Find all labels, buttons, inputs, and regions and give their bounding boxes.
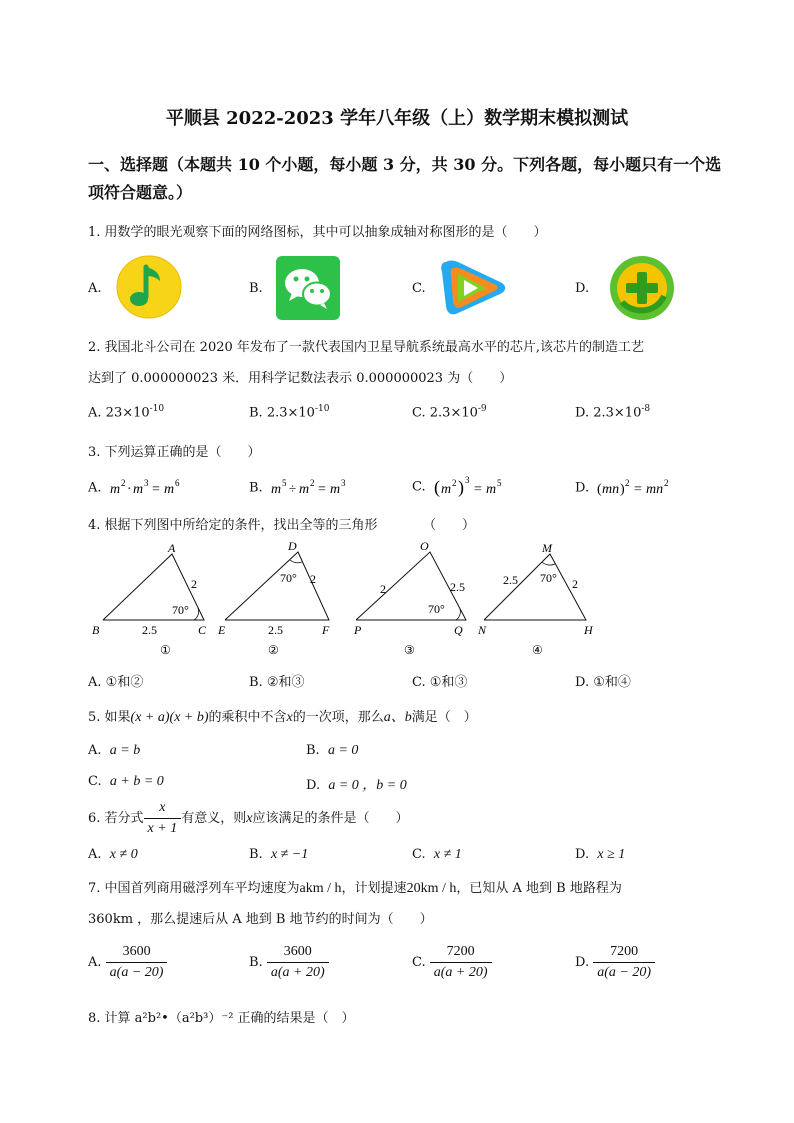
vertex-label: P <box>354 623 362 637</box>
q2-option-c[interactable] <box>412 404 487 420</box>
q6-var-x: x <box>246 811 253 826</box>
formula-m2-times-m3 <box>106 478 196 498</box>
option-label: A. <box>88 743 102 758</box>
q6-option-b[interactable] <box>249 847 308 863</box>
option-label: C. <box>88 774 102 789</box>
q4-option-d[interactable] <box>575 671 631 690</box>
triangle-number: ① <box>160 643 171 657</box>
option-label: D. <box>306 778 321 793</box>
option-base: 2.3×10 <box>429 405 478 421</box>
q5-prefix: 5. 如果 <box>88 710 131 725</box>
question-6-text <box>88 800 408 837</box>
question-2-line1: 2. 我国北斗公司在 2020 年发布了一款代表国内卫星导航系统最高水平的芯片,该芯片的制造工艺 <box>88 340 645 355</box>
vertex-label: E <box>218 623 226 637</box>
triangle-number: ② <box>268 643 279 657</box>
q5-vars-ab: a、b <box>383 710 412 725</box>
option-text: x ≠ 1 <box>433 847 462 862</box>
option-base: 23×10 <box>105 405 150 421</box>
formula-m2-cubed <box>430 474 520 500</box>
q5-option-a[interactable] <box>88 743 140 759</box>
svg-text:=: = <box>473 482 482 497</box>
q6-option-a[interactable] <box>88 847 138 863</box>
svg-text:3: 3 <box>340 478 346 488</box>
question-2-line2: 达到了 0.000000023 米．用科学记数法表示 0.000000023 为（ ） <box>88 371 513 386</box>
question-5-text <box>88 706 477 726</box>
svg-text:(: ( <box>597 482 602 497</box>
option-label: B. <box>306 743 320 758</box>
q7-line1b: ，计划提速 <box>341 881 407 896</box>
svg-text:m: m <box>440 482 451 497</box>
option-label: D. <box>575 847 590 862</box>
question-8-text: 8. 计算 a²b²•（a²b³）⁻² 正确的结果是（ ） <box>88 1011 355 1026</box>
option-text: a = b <box>109 743 141 758</box>
option-label: D. <box>575 405 590 421</box>
q7-option-d[interactable] <box>575 944 655 981</box>
svg-text:m: m <box>485 482 496 497</box>
option-label: C. <box>412 847 426 862</box>
side-label: 2.5 <box>268 623 283 637</box>
q6-suffix: 有意义，则 <box>181 811 247 826</box>
option-label: B. <box>249 675 263 690</box>
wechat-icon <box>276 256 340 320</box>
svg-text:m: m <box>109 482 120 497</box>
q7-speed2: 20km / h <box>406 881 457 896</box>
svg-text:2: 2 <box>451 478 457 488</box>
vertex-label: C <box>198 623 207 637</box>
question-7-line1 <box>88 877 622 897</box>
triangle-1 <box>92 541 207 657</box>
option-text: ①和④ <box>593 675 631 690</box>
svg-text:=: = <box>634 482 643 497</box>
option-base: 2.3×10 <box>266 405 315 421</box>
vertex-label: A <box>168 541 176 555</box>
triangle-number: ④ <box>532 643 543 657</box>
vertex-label: N <box>478 623 487 637</box>
option-label: B. <box>249 955 263 970</box>
section-header-line1: 一、选择题（本题共 10 个小题，每小题 3 分，共 30 分。下列各题，每小题只有一个选 <box>88 155 722 174</box>
option-label: D. <box>575 675 590 690</box>
q3-option-d[interactable] <box>575 478 693 498</box>
svg-text:mn: mn <box>602 482 620 497</box>
side-label: 2 <box>380 582 386 596</box>
option-label: B. <box>249 405 263 421</box>
svg-text:÷: ÷ <box>288 481 296 496</box>
svg-text:(: ( <box>433 477 440 497</box>
option-text: a + b = 0 <box>109 774 164 789</box>
option-exponent: -10 <box>149 404 165 414</box>
q3-option-b[interactable] <box>249 478 363 498</box>
option-label: B. <box>249 847 263 862</box>
q1-option-c-label[interactable]: C. <box>412 281 426 296</box>
option-fraction: $\frac{7200}{a(a + 20)}$ <box>430 944 492 981</box>
side-label: 2.5 <box>142 623 157 637</box>
q3-option-c[interactable] <box>412 474 520 500</box>
option-fraction: $\frac{3600}{a(a - 20)}$ <box>106 944 168 981</box>
svg-text:m: m <box>298 482 309 497</box>
svg-text:2: 2 <box>625 478 630 488</box>
option-text: ①和③ <box>429 675 468 690</box>
q5-expression: (x + a)(x + b) <box>130 710 209 725</box>
option-text: x ≠ −1 <box>270 847 309 862</box>
svg-text:): ) <box>457 477 464 497</box>
q4-option-a[interactable] <box>88 671 143 690</box>
q4-option-b[interactable] <box>249 671 304 690</box>
q7-option-c[interactable] <box>412 944 492 981</box>
side-label: 2 <box>310 572 316 586</box>
option-label: C. <box>412 479 426 495</box>
triangle-3 <box>353 539 466 657</box>
q6-fraction: $\frac{x}{x + 1}$ <box>144 800 182 837</box>
vertex-label: B <box>92 623 100 637</box>
svg-text:m: m <box>329 482 340 497</box>
option-text: a = 0 <box>327 743 359 758</box>
q4-option-c[interactable] <box>412 671 467 690</box>
q2-option-d[interactable] <box>575 404 650 420</box>
section-header-line2: 项符合题意。） <box>88 183 193 202</box>
triangle-4 <box>477 541 594 657</box>
option-label: D. <box>575 955 590 970</box>
option-base: 2.3×10 <box>593 405 642 421</box>
q6-option-d[interactable] <box>575 847 625 863</box>
q1-option-b-label[interactable]: B. <box>249 281 263 296</box>
q5-suffix3: 满足（ ） <box>411 710 477 725</box>
angle-label: 70° <box>540 571 557 585</box>
q7-line1c: ，已知从 A 地到 B 地路程为 <box>456 881 622 896</box>
question-1-text: 1. 用数学的眼光观察下面的网络图标，其中可以抽象成轴对称图形的是（ ） <box>88 225 547 240</box>
angle-label: 70° <box>428 602 445 616</box>
option-label: D. <box>575 480 590 496</box>
q1-option-a-label[interactable]: A. <box>88 281 102 296</box>
svg-text:5: 5 <box>281 478 287 488</box>
formula-m5-div-m2 <box>267 478 363 498</box>
q7-option-b[interactable] <box>249 944 329 981</box>
q6-option-c[interactable] <box>412 847 462 863</box>
svg-text:m: m <box>132 482 143 497</box>
svg-text:2: 2 <box>120 478 126 488</box>
q5-suffix: 的乘积中不含 <box>208 710 287 725</box>
option-text: ①和② <box>105 675 144 690</box>
q2-option-b[interactable] <box>249 404 329 420</box>
question-4-text: 4. 根据下列图中所给定的条件，找出全等的三角形 （ ） <box>88 518 476 533</box>
q5-suffix2: 的一次项，那么 <box>292 710 384 725</box>
option-exponent: -9 <box>477 404 487 414</box>
vertex-label: Q <box>454 623 463 637</box>
svg-text:=: = <box>317 482 326 497</box>
svg-text:·: · <box>126 482 132 497</box>
option-text: ②和③ <box>266 675 305 690</box>
formula-mn-squared <box>593 478 693 498</box>
option-label: A. <box>88 675 102 690</box>
svg-text:m: m <box>270 482 281 497</box>
side-label: 2.5 <box>450 580 465 594</box>
svg-text:6: 6 <box>174 478 180 488</box>
option-text: a = 0 ，b = 0 <box>328 778 407 793</box>
qq-music-icon <box>116 255 182 319</box>
svg-text:): ) <box>620 482 625 497</box>
angle-label: 70° <box>172 603 189 617</box>
q5-option-d[interactable] <box>306 774 407 794</box>
option-label: A. <box>88 955 102 970</box>
option-label: C. <box>412 955 426 970</box>
q6-prefix: 6. 若分式 <box>88 811 144 826</box>
option-label: A. <box>88 847 102 862</box>
side-label: 2.5 <box>503 573 518 587</box>
side-label: 2 <box>191 577 197 591</box>
option-text: x ≥ 1 <box>597 847 626 862</box>
option-label: A. <box>88 405 102 421</box>
triangle-number: ③ <box>404 643 415 657</box>
option-label: C. <box>412 675 426 690</box>
question-7-line2: 360km ，那么提速后从 A 地到 B 地节约的时间为（ ） <box>88 912 433 927</box>
q7-option-a[interactable] <box>88 944 167 981</box>
option-text: x ≠ 0 <box>109 847 138 862</box>
vertex-label: D <box>288 539 297 553</box>
svg-text:3: 3 <box>464 475 470 485</box>
option-label: C. <box>412 405 426 421</box>
svg-text:2: 2 <box>664 478 669 488</box>
option-exponent: -10 <box>314 404 330 414</box>
360-security-icon <box>608 254 676 322</box>
option-fraction: $\frac{3600}{a(a + 20)}$ <box>267 944 329 981</box>
triangles-figure <box>88 538 628 660</box>
q1-option-d-label[interactable]: D. <box>575 281 590 296</box>
page-title: 平顺县 2022-2023 学年八年级（上）数学期末模拟测试 <box>165 108 629 129</box>
q7-line1a: 7. 中国首列商用磁浮列车平均速度为 <box>88 881 300 896</box>
option-label: B. <box>249 480 263 496</box>
q2-option-a[interactable] <box>88 404 164 420</box>
side-label: 2 <box>572 577 578 591</box>
vertex-label: H <box>584 623 593 637</box>
vertex-label: M <box>542 541 552 555</box>
q5-var-x: x <box>286 710 293 725</box>
option-label: A. <box>88 480 102 496</box>
vertex-label: F <box>322 623 330 637</box>
vertex-label: O <box>420 539 429 553</box>
svg-text:3: 3 <box>143 478 149 488</box>
svg-text:2: 2 <box>309 478 315 488</box>
q5-option-b[interactable] <box>306 743 358 759</box>
q5-option-c[interactable] <box>88 774 164 790</box>
angle-label: 70° <box>280 571 297 585</box>
svg-text:m: m <box>163 482 174 497</box>
svg-text:=: = <box>151 482 160 497</box>
question-3-text: 3. 下列运算正确的是（ ） <box>88 445 261 460</box>
option-exponent: -8 <box>641 404 651 414</box>
svg-text:mn: mn <box>646 482 664 497</box>
q7-speed1: akm / h <box>299 881 342 896</box>
triangle-2 <box>217 539 330 657</box>
svg-text:5: 5 <box>496 478 502 488</box>
option-fraction: $\frac{7200}{a(a - 20)}$ <box>593 944 655 981</box>
q6-suffix2: 应该满足的条件是（ ） <box>252 811 409 826</box>
q3-option-a[interactable] <box>88 478 196 498</box>
tencent-video-icon <box>440 256 508 320</box>
